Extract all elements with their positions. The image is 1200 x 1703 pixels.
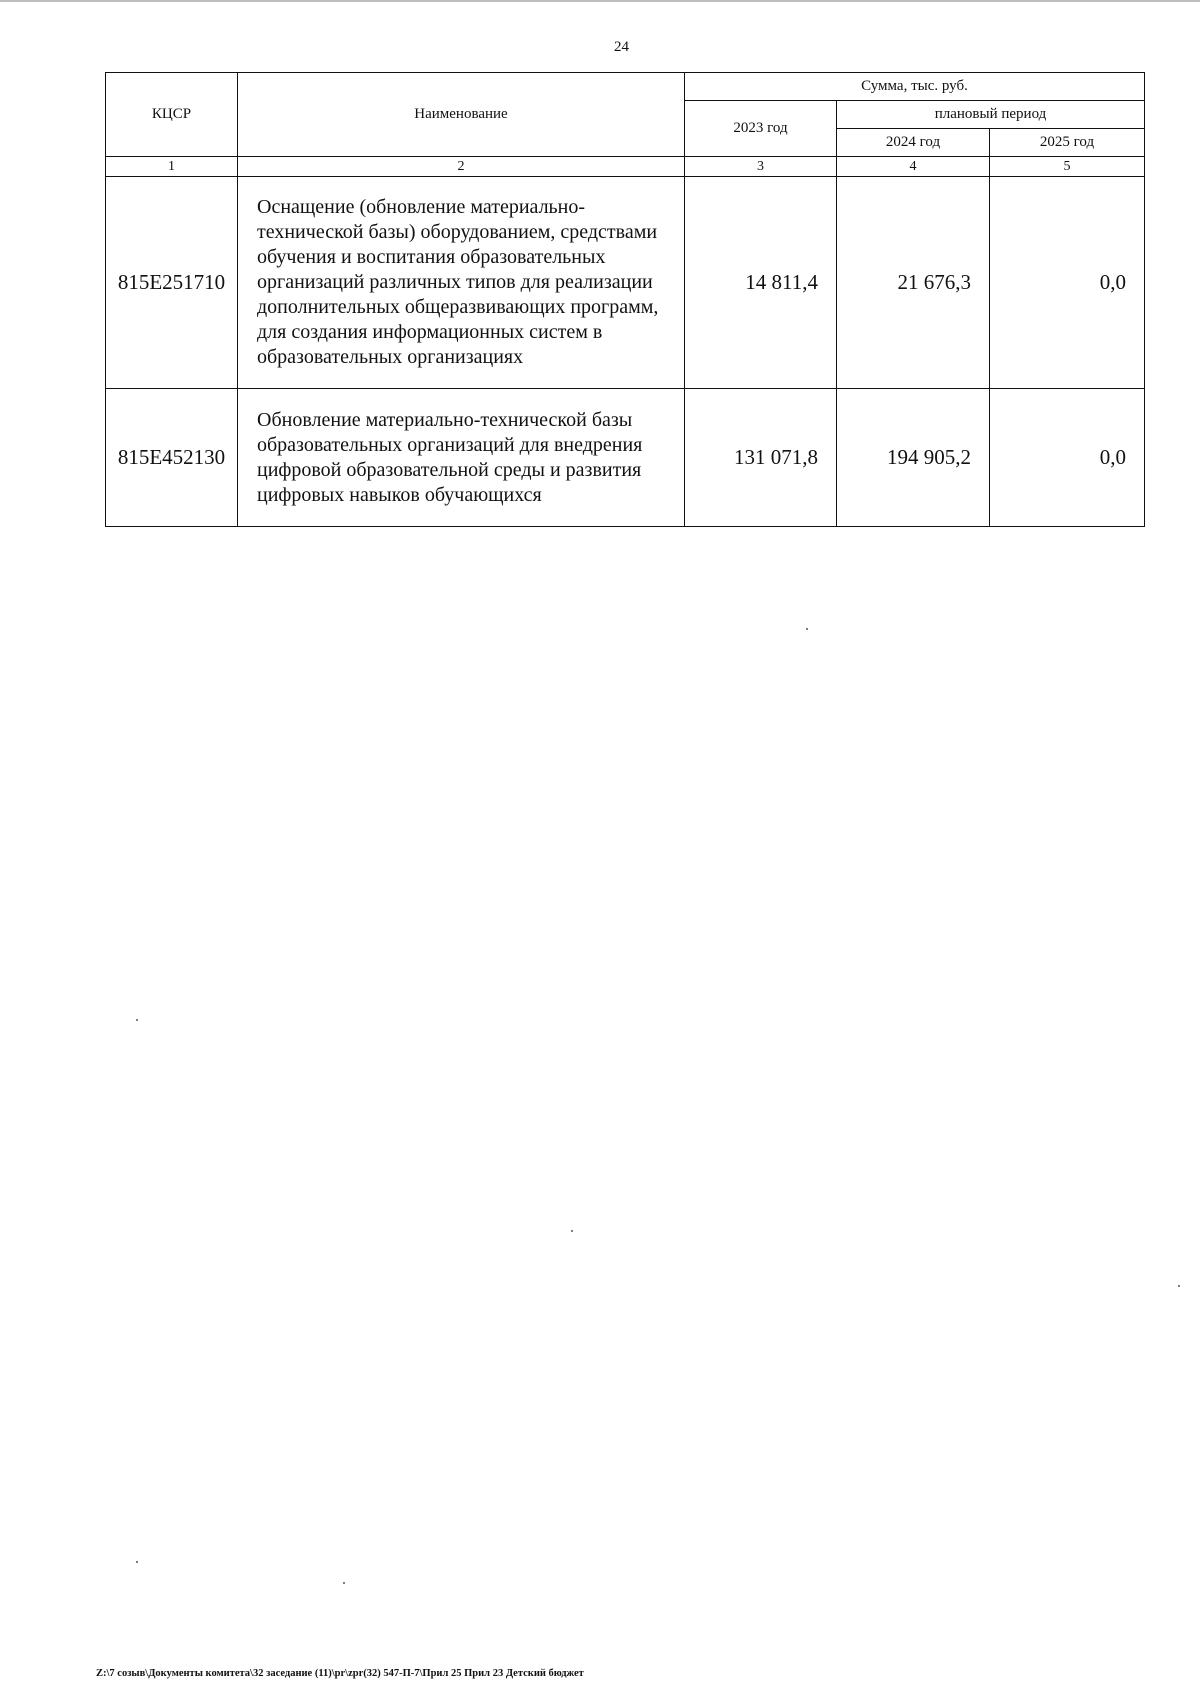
header-year-2023: 2023 год — [685, 101, 837, 157]
header-name: Наименование — [238, 73, 685, 157]
column-number: 4 — [837, 157, 990, 177]
table-row — [106, 177, 1145, 389]
scan-speck — [806, 628, 808, 630]
column-number: 2 — [238, 157, 685, 177]
scan-speck — [136, 1561, 138, 1563]
scan-speck — [571, 1230, 573, 1232]
page-number: 24 — [614, 39, 629, 55]
header-year-2024: 2024 год — [837, 129, 990, 157]
row-amount-2024: 194 905,2 — [837, 389, 990, 527]
row-code: 815Е452130 — [106, 389, 238, 527]
footer-file-path: Z:\7 созыв\Документы комитета\32 заседание (11)\pr\zpr(32) 547-П-7\Прил 25 Прил 23 Детский бюджет — [96, 1668, 584, 1679]
header-planning-period: плановый период — [837, 101, 1145, 129]
page-top-edge — [0, 0, 1200, 2]
row-amount-2025: 0,0 — [990, 389, 1145, 527]
row-amount-2023: 14 811,4 — [685, 177, 837, 389]
row-name: Обновление материально-технической базы образовательных организаций для внедрения цифровой образовательной среды и развития цифровых навыков обучающихся — [238, 389, 685, 527]
header-row-1 — [106, 73, 1145, 101]
column-number: 3 — [685, 157, 837, 177]
row-code: 815Е251710 — [106, 177, 238, 389]
row-amount-2023: 131 071,8 — [685, 389, 837, 527]
scan-speck — [1178, 1285, 1180, 1287]
column-number: 5 — [990, 157, 1145, 177]
header-sum-group: Сумма, тыс. руб. — [685, 73, 1145, 101]
row-name: Оснащение (обновление материально-технической базы) оборудованием, средствами обучения и воспитания образовательных организаций различных типов для реализации дополнительных общеразвивающих программ, для создания информационных систем в образовательных организациях — [238, 177, 685, 389]
row-amount-2025: 0,0 — [990, 177, 1145, 389]
budget-table — [105, 72, 1145, 527]
header-year-2025: 2025 год — [990, 129, 1145, 157]
scan-speck — [136, 1019, 138, 1021]
header-code: КЦСР — [106, 73, 238, 157]
column-number: 1 — [106, 157, 238, 177]
row-amount-2024: 21 676,3 — [837, 177, 990, 389]
table-row — [106, 389, 1145, 527]
scan-speck — [343, 1582, 345, 1584]
column-number-row — [106, 157, 1145, 177]
